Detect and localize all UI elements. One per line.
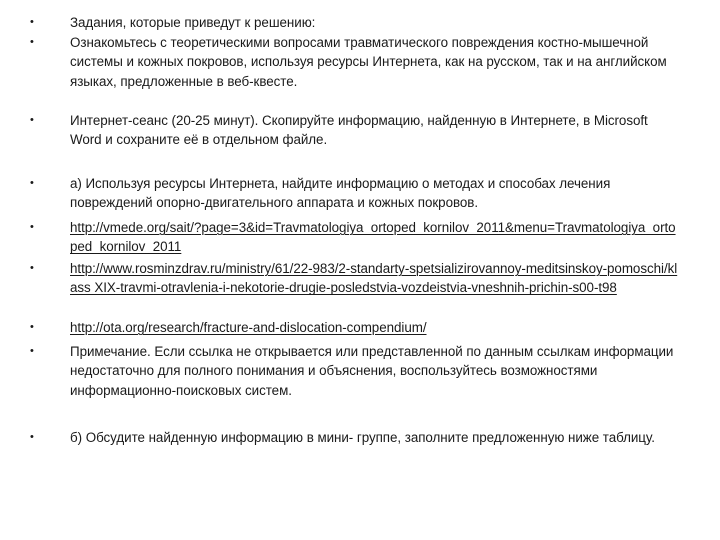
task-a-item: а) Используя ресурсы Интернета, найдите информацию о методах и способах лечения повреждений опорно-двигательного аппарата и кожных покровов. [70,176,611,211]
bullet-4: • [30,177,34,189]
bullet-2: • [30,36,34,48]
theory-review-item: Ознакомьтесь с теоретическими вопросами травматического повреждения костно-мышечной системы и кожных покровов, используя ресурсы Интернета, как на русском, так и на английском языках, предложенные в веб-квесте. [70,35,667,89]
bullet-1: • [30,16,34,28]
vmede-link[interactable]: http://vmede.org/sait/?page=3&id=Travmatologiya_ortoped_kornilov_2011&menu=Travmatologiya_ortoped_kornilov_2011 [70,220,676,255]
bullet-6: • [30,262,34,274]
link-item-ota [70,318,682,337]
note-item: Примечание. Если ссылка не открывается или представленной по данным ссылкам информации недостаточно для полного понимания и объяснения, воспользуйтесь возможностями информационно-поисковых систем. [70,344,674,398]
ota-link[interactable]: http://ota.org/research/fracture-and-dislocation-compendium/ [70,320,427,335]
task-b-item: б) Обсудите найденную информацию в мини- группе, заполните предложенную ниже таблицу. [70,430,655,445]
bullet-5: • [30,221,34,233]
link-item-rosminzdrav [70,259,682,298]
tasks-heading: Задания, которые приведут к решению: [70,15,316,30]
bullet-9: • [30,431,34,443]
rosminzdrav-link[interactable]: http://www.rosminzdrav.ru/ministry/61/22-983/2-standarty-spetsializirovannoy-meditsinskoy-pomoschi/klass XIX-travmi-otravlenia-i-nekotorie-drugie-posledstvia-vozdeistvia-vneshnih-prichin-s00-t98 [70,261,678,296]
bullet-7: • [30,321,34,333]
link-item-vmede [70,218,682,257]
bullet-8: • [30,345,34,357]
bullet-3: • [30,114,34,126]
internet-session-item: Интернет-сеанс (20-25 минут). Скопируйте информацию, найденную в Интернете, в Microsoft Word и сохраните её в отдельном файле. [70,113,648,148]
